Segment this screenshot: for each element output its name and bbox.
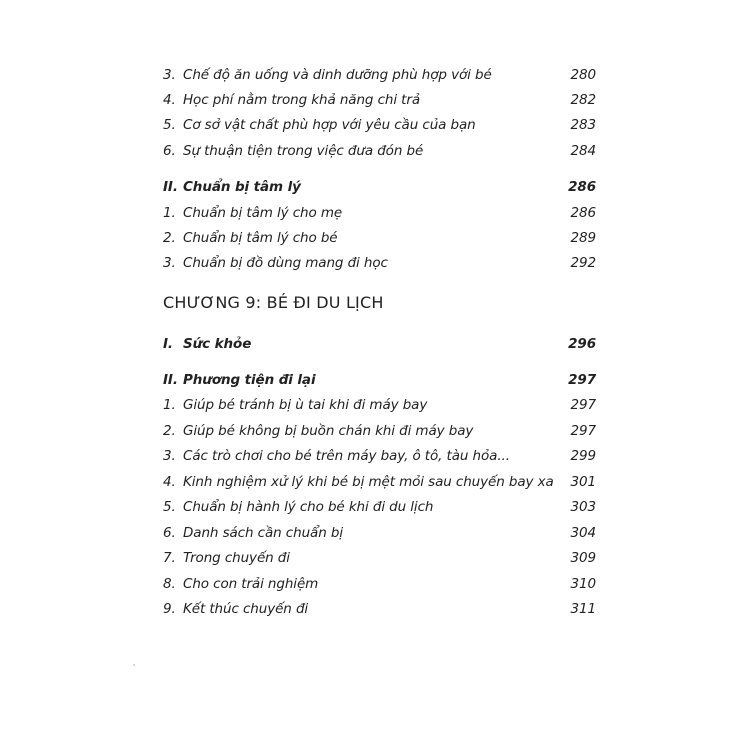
- toc-entry: [163, 598, 596, 620]
- toc-entry: [163, 522, 596, 544]
- toc-entry: [163, 547, 596, 569]
- toc-entry-page: 311: [570, 601, 596, 617]
- toc-section-title: Sức khỏe: [183, 336, 252, 352]
- toc-entry-page: 299: [570, 448, 596, 464]
- toc-entry: [163, 445, 596, 467]
- toc-section-number: II.: [163, 179, 178, 195]
- chapter-title: CHƯƠNG 9: BÉ ĐI DU LỊCH: [163, 293, 384, 312]
- toc-section-heading: [163, 369, 596, 391]
- toc-section-title: Phương tiện đi lại: [183, 372, 316, 388]
- toc-section-page: 296: [568, 336, 596, 352]
- toc-entry-page: 284: [570, 143, 596, 159]
- toc-entry-title: Chuẩn bị tâm lý cho bé: [183, 230, 338, 246]
- toc-entry-title: Cho con trải nghiệm: [183, 576, 319, 592]
- toc-entry-title: Cơ sở vật chất phù hợp với yêu cầu của bạn: [183, 117, 476, 133]
- toc-entry: [163, 573, 596, 595]
- toc-entry-number: 3.: [163, 255, 176, 271]
- toc-entry: [163, 394, 596, 416]
- toc-entry-number: 2.: [163, 423, 176, 439]
- toc-entry-page: 292: [570, 255, 596, 271]
- toc-entry-number: 6.: [163, 525, 176, 541]
- toc-entry-number: 5.: [163, 117, 176, 133]
- toc-entry: [163, 202, 596, 224]
- toc-entry-title: Chuẩn bị tâm lý cho mẹ: [183, 205, 343, 221]
- toc-entry-title: Các trò chơi cho bé trên máy bay, ô tô, tàu hỏa...: [183, 448, 510, 464]
- toc-entry-title: Danh sách cần chuẩn bị: [183, 525, 343, 541]
- toc-section-number: II.: [163, 372, 178, 388]
- toc-entry-number: 6.: [163, 143, 176, 159]
- toc-entry-page: 286: [570, 205, 596, 221]
- toc-entry: [163, 420, 596, 442]
- toc-entry: [163, 471, 596, 493]
- toc-section-page: 286: [568, 179, 596, 195]
- toc-entry-title: Chuẩn bị hành lý cho bé khi đi du lịch: [183, 499, 434, 515]
- toc-entry-number: 8.: [163, 576, 176, 592]
- toc-entry-page: 310: [570, 576, 596, 592]
- toc-section-number: I.: [163, 336, 173, 352]
- toc-entry: [163, 64, 596, 86]
- toc-entry-number: 9.: [163, 601, 176, 617]
- toc-section-heading: [163, 176, 596, 198]
- toc-entry-page: 282: [570, 92, 596, 108]
- toc-entry-page: 304: [570, 525, 596, 541]
- toc-entry-page: 280: [570, 67, 596, 83]
- toc-entry: [163, 252, 596, 274]
- toc-entry-page: 303: [570, 499, 596, 515]
- toc-entry-title: Kinh nghiệm xử lý khi bé bị mệt mỏi sau chuyến bay xa: [183, 474, 554, 490]
- toc-entry-title: Sự thuận tiện trong việc đưa đón bé: [183, 143, 424, 159]
- toc-entry-number: 3.: [163, 67, 176, 83]
- toc-entry-page: 301: [570, 474, 596, 490]
- toc-entry-title: Chế độ ăn uống và dinh dưỡng phù hợp với bé: [183, 67, 492, 83]
- paper-speck: [133, 664, 135, 666]
- toc-entry-number: 7.: [163, 550, 176, 566]
- toc-entry-number: 2.: [163, 230, 176, 246]
- toc-section-title: Chuẩn bị tâm lý: [183, 179, 301, 195]
- toc-entry-title: Kết thúc chuyến đi: [183, 601, 309, 617]
- toc-entry: [163, 114, 596, 136]
- toc-entry-page: 289: [570, 230, 596, 246]
- toc-entry-title: Chuẩn bị đồ dùng mang đi học: [183, 255, 388, 271]
- toc-entry-page: 309: [570, 550, 596, 566]
- toc-entry: [163, 496, 596, 518]
- toc-entry-number: 1.: [163, 205, 176, 221]
- toc-entry-number: 1.: [163, 397, 176, 413]
- toc-entry-page: 283: [570, 117, 596, 133]
- toc-section-heading: [163, 333, 596, 355]
- toc-entry: [163, 89, 596, 111]
- toc-entry-number: 5.: [163, 499, 176, 515]
- toc-entry-title: Giúp bé không bị buồn chán khi đi máy bay: [183, 423, 474, 439]
- toc-entry-title: Trong chuyến đi: [183, 550, 290, 566]
- toc-entry: [163, 140, 596, 162]
- toc-entry-page: 297: [570, 397, 596, 413]
- toc-entry-title: Giúp bé tránh bị ù tai khi đi máy bay: [183, 397, 428, 413]
- toc-entry-number: 4.: [163, 92, 176, 108]
- toc-section-page: 297: [568, 372, 596, 388]
- toc-entry-number: 3.: [163, 448, 176, 464]
- toc-entry: [163, 227, 596, 249]
- toc-entry-number: 4.: [163, 474, 176, 490]
- toc-entry-title: Học phí nằm trong khả năng chi trả: [183, 92, 421, 108]
- toc-entry-page: 297: [570, 423, 596, 439]
